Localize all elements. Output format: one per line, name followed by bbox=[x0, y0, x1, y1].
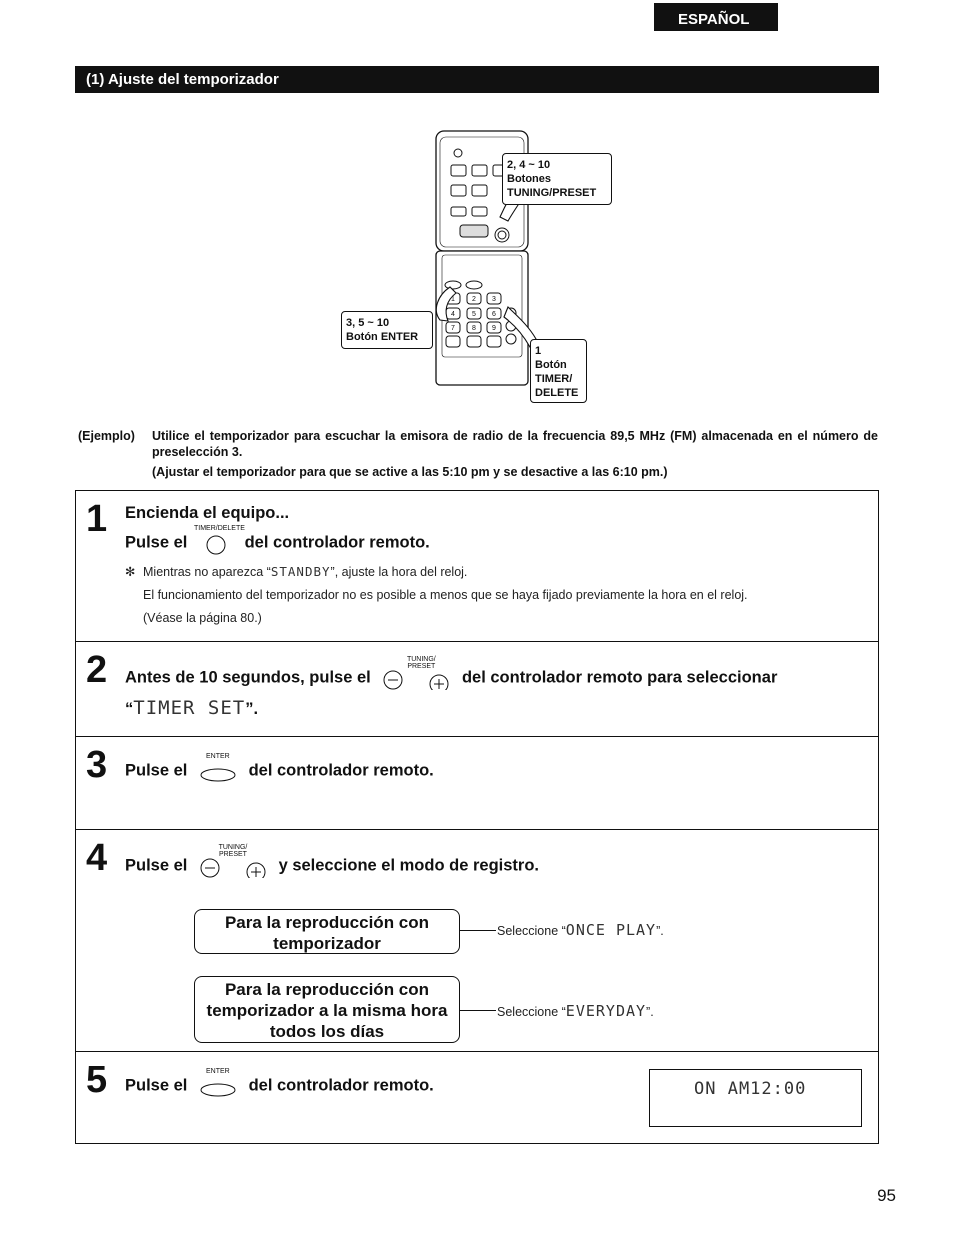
step-4 bbox=[76, 829, 878, 1051]
step-number: 5 bbox=[86, 1059, 108, 1101]
svg-text:4: 4 bbox=[451, 311, 455, 318]
svg-text:8: 8 bbox=[472, 325, 476, 332]
svg-text:1: 1 bbox=[451, 296, 455, 303]
language-tab: ESPAÑOL bbox=[654, 3, 778, 31]
lcd-display-text: ON AM12:00 bbox=[694, 1079, 807, 1099]
step-2 bbox=[76, 641, 878, 736]
step-1 bbox=[76, 491, 878, 641]
lcd-once-play: ONCE PLAY bbox=[565, 921, 657, 939]
section-title: (1) Ajuste del temporizador bbox=[75, 66, 879, 93]
step-instruction-line2: “TIMER SET”. bbox=[125, 697, 259, 719]
callout-enter: 3, 5 ~ 10 Botón ENTER bbox=[341, 311, 433, 349]
svg-text:3: 3 bbox=[492, 296, 496, 303]
note-line1: Mientras no aparezca “STANDBY”, ajuste la hora del reloj. bbox=[143, 564, 468, 579]
svg-text:5: 5 bbox=[472, 311, 476, 318]
tuning-preset-buttons-icon: TUNING/ PRESET bbox=[381, 666, 451, 690]
page-number: 95 bbox=[877, 1186, 896, 1205]
connector-line bbox=[460, 930, 496, 931]
svg-text:9: 9 bbox=[492, 325, 496, 332]
step-instruction: Pulse el ENTER del controlador remoto. bbox=[125, 759, 434, 783]
callout-tuning-preset: 2, 4 ~ 10 Botones TUNING/PRESET bbox=[502, 153, 612, 205]
mode-once-play-box: Para la reproducción con temporizador bbox=[194, 909, 460, 954]
select-everyday: Seleccione “EVERYDAY”. bbox=[497, 1002, 654, 1020]
step-number: 1 bbox=[86, 498, 108, 540]
example-text: Utilice el temporizador para escuchar la emisora de radio de la frecuencia 89,5 MHz (FM) almacenada en el número de preselección 3. bbox=[152, 429, 878, 459]
steps-table bbox=[75, 490, 879, 1144]
enter-button-icon: ENTER bbox=[198, 759, 238, 783]
step-instruction: Pulse el ENTER del controlador remoto. bbox=[125, 1074, 434, 1098]
select-once-play: Seleccione “ONCE PLAY”. bbox=[497, 921, 664, 939]
timer-delete-button-icon: TIMER/DELETE bbox=[198, 531, 234, 555]
step-5 bbox=[76, 1051, 878, 1143]
step-instruction: Pulse el TIMER/DELETE del controlador remoto. bbox=[125, 531, 430, 555]
step-number: 4 bbox=[86, 837, 108, 879]
tuning-preset-buttons-icon: TUNING/ PRESET bbox=[198, 854, 268, 878]
svg-text:6: 6 bbox=[492, 311, 496, 318]
svg-text:2: 2 bbox=[472, 296, 476, 303]
lcd-standby: STANDBY bbox=[270, 564, 331, 579]
note-star: ✻ bbox=[125, 565, 136, 579]
lcd-timer-set: TIMER SET bbox=[133, 697, 246, 719]
step-heading: Encienda el equipo... bbox=[125, 504, 290, 522]
enter-button-icon: ENTER bbox=[198, 1074, 238, 1098]
note-line3: (Véase la página 80.) bbox=[143, 611, 262, 625]
step-instruction: Antes de 10 segundos, pulse el TUNING/ PRESET del controlador remoto para seleccionar bbox=[125, 666, 777, 690]
lcd-display bbox=[649, 1069, 862, 1127]
step-number: 2 bbox=[86, 649, 108, 691]
step-number: 3 bbox=[86, 744, 108, 786]
svg-text:7: 7 bbox=[451, 325, 455, 332]
example-label: (Ejemplo) bbox=[78, 429, 135, 443]
connector-line bbox=[460, 1010, 496, 1011]
step-instruction: Pulse el TUNING/ PRESET y seleccione el modo de registro. bbox=[125, 854, 539, 878]
callout-timer-delete: 1 Botón TIMER/ DELETE bbox=[530, 339, 587, 403]
mode-everyday-box: Para la reproducción con temporizador a la misma hora todos los días bbox=[194, 976, 460, 1043]
step-3 bbox=[76, 736, 878, 829]
example-note: (Ajustar el temporizador para que se active a las 5:10 pm y se desactive a las 6:10 pm.) bbox=[152, 465, 668, 479]
note-line2: El funcionamiento del temporizador no es posible a menos que se haya fijado previamente la hora en el reloj. bbox=[143, 588, 748, 602]
lcd-everyday: EVERYDAY bbox=[565, 1002, 647, 1020]
